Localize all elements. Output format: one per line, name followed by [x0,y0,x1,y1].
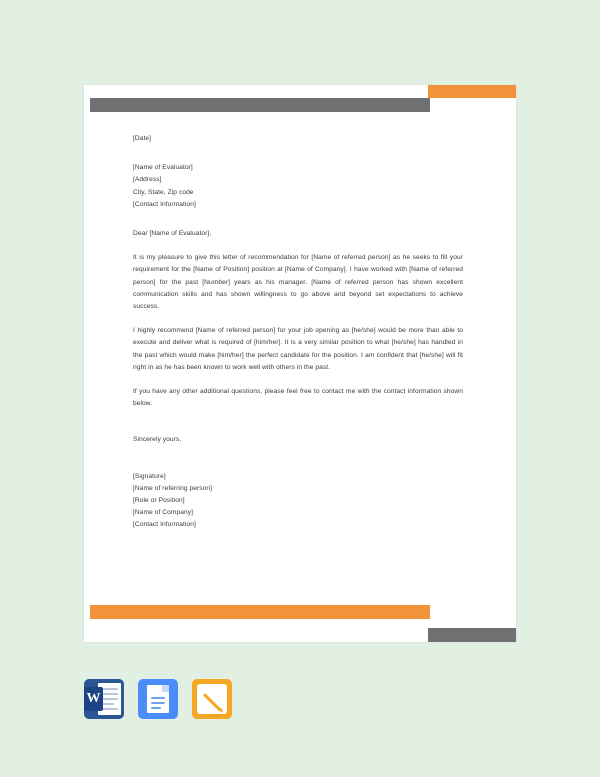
signer-name: [Name of referring person] [133,484,213,492]
body-paragraph-2: I highly recommend [Name of referred person] for your job opening as [he/she] would be more than able to execute and deliver what is required of [him/her]. It is a very similar position to what [he/she] has handled in the past which would make [him/her] the perfect candidate for the position. I am confident that [he/she] will fit right in as he has been known to work well with others in the past. [133,327,463,371]
spacer [133,313,463,325]
spacer [133,145,463,162]
signer-company: [Name of Company] [133,509,193,517]
letter-content [133,133,463,532]
signature-placeholder: [Signature] [133,472,166,480]
recipient-contact: [Contact Information] [133,200,196,208]
signer-role: [Role or Position] [133,497,185,505]
spacer [133,374,463,386]
pencil-icon [203,693,221,711]
closing: Sincerely yours, [133,436,182,444]
footer-gray-bar [428,628,516,642]
spacer [133,410,463,434]
spacer [133,240,463,252]
spacer [133,447,463,471]
body-paragraph-3: If you have any other additional questions, please feel free to contact me with the contact information shown below. [133,388,463,408]
body-paragraph-1: It is my pleasure to give this letter of recommendation for [Name of referred person] as he seeks to fill your requirement for the [Name of Position] position at [Name of Company]. I have worked with [Name of referred person] for the past [Number] years as his manager. [Name of referred person has shown excellent communication skills and has shown willingness to go above and beyond set expectations to achieve success. [133,254,463,311]
header-orange-bar [428,85,516,98]
date-line: [Date] [133,135,152,142]
google-docs-icon[interactable] [138,679,178,719]
pages-page-shape [197,684,227,714]
recipient-city-state-zip: City, State, Zip code [133,188,194,196]
word-icon[interactable] [84,679,124,719]
apple-pages-icon[interactable] [192,679,232,719]
recipient-address: [Address] [133,176,162,184]
letter-sheet [84,85,516,642]
spacer [133,211,463,228]
header-gray-bar [90,98,430,112]
docs-page-corner [162,685,169,692]
salutation: Dear [Name of Evaluator], [133,230,212,238]
word-letter-w: W [84,687,103,711]
file-format-icons [84,677,244,721]
recipient-name: [Name of Evaluator] [133,164,193,172]
signer-contact: [Contact Information] [133,521,196,529]
footer-orange-bar [90,605,430,619]
